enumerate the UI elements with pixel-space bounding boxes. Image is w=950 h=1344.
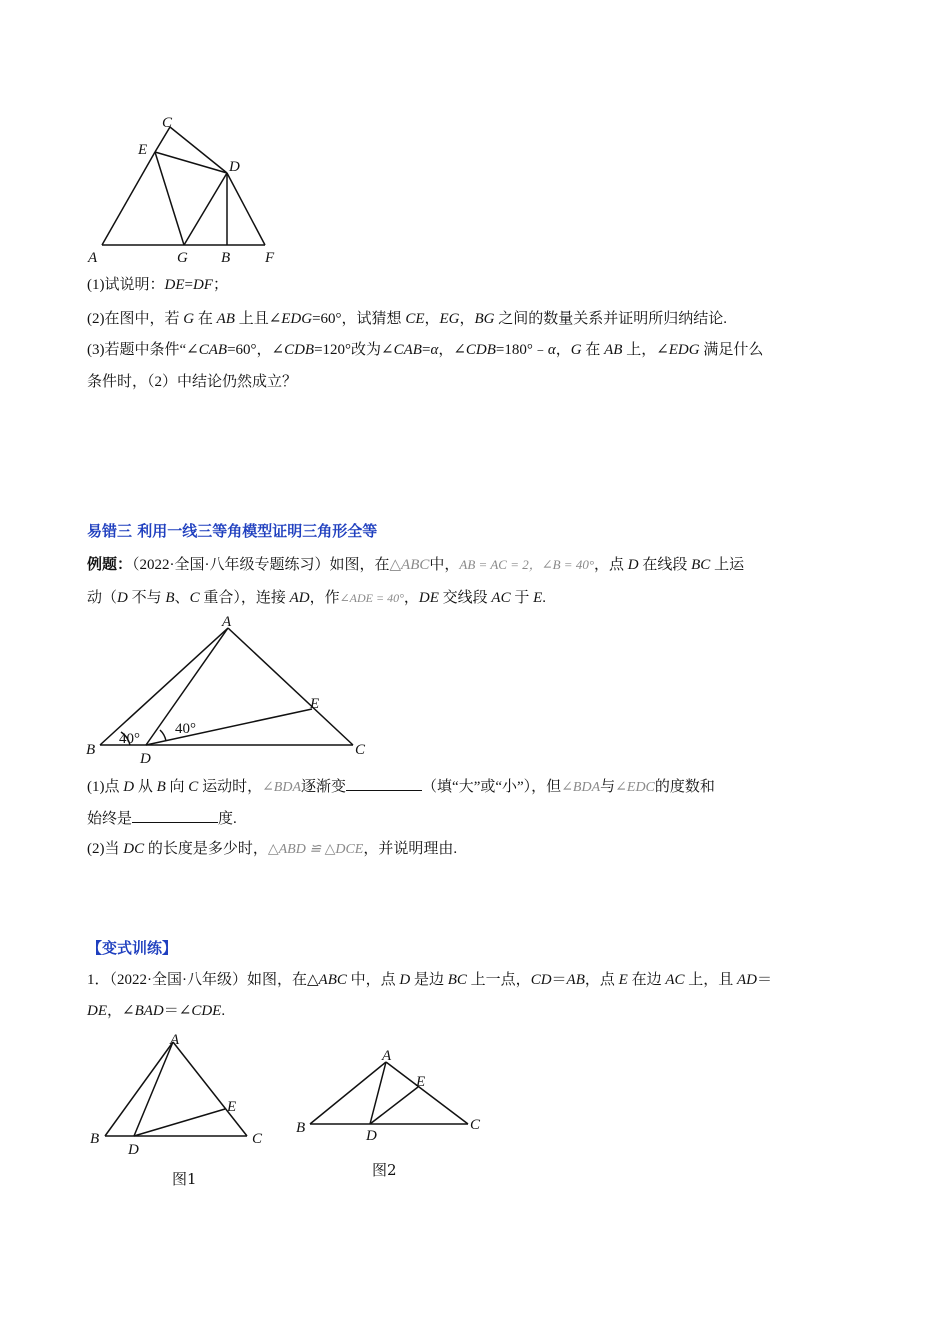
variant-line-2: DE，∠BAD＝∠CDE. <box>87 1003 226 1019</box>
fig2-label-a: A <box>222 614 232 630</box>
question-1-top: (1)试说明：DE=DF； <box>87 277 228 293</box>
vfig2-label-a: A <box>382 1048 392 1064</box>
fig1-label-a: A <box>88 250 98 266</box>
variant-line-1: 1．（2022·全国·八年级）如图，在△ABC 中，点 D 是边 BC 上一点，CD＝AB，点 E 在边 AC 上，且 AD＝ <box>87 972 773 988</box>
figure-equilateral-triangle <box>80 105 300 270</box>
variant-heading: 【变式训练】 <box>87 939 178 957</box>
vfig1-label-a: A <box>170 1032 180 1048</box>
fig1-label-c: C <box>162 115 173 131</box>
example-q2: (2)当 DC 的长度是多少时，△ABD ≌ △DCE，并说明理由. <box>87 841 458 857</box>
question-2-top: (2)在图中，若 G 在 AB 上且∠EDG=60°，试猜想 CE，EG，BG 之间的数量关系并证明所归纳结论. <box>87 311 728 327</box>
example-q1-line-1: (1)点 D 从 B 向 C 运动时，∠BDA逐渐变 （填“大”或“小”），但∠BDA与∠EDC的度数和 <box>87 776 715 798</box>
variant-figure-2-caption: 图2 <box>372 1161 397 1179</box>
fig2-label-e: E <box>310 696 320 712</box>
vfig2-label-d: D <box>366 1128 377 1142</box>
section-heading: 易错三 利用一线三等角模型证明三角形全等 <box>87 522 378 540</box>
vfig1-label-c: C <box>252 1131 263 1147</box>
fig2-label-d: D <box>140 751 151 765</box>
example-q1-line-2: 始终是 度. <box>87 808 237 829</box>
example-line-1: 例题：（2022·全国·八年级专题练习）如图，在△ABC中，AB = AC = 2，∠B = 40°，点 D 在线段 BC 上运 <box>87 557 745 573</box>
answer-blank-1[interactable] <box>346 776 422 791</box>
fig2-angle-d: 40° <box>175 721 196 737</box>
figure-triangle-40deg <box>80 610 380 765</box>
answer-blank-2[interactable] <box>132 808 218 823</box>
example-line-2: 动（D 不与 B、C 重合），连接 AD，作∠ADE = 40°，DE 交线段 AC 于 E. <box>87 590 547 606</box>
vfig2-label-e: E <box>416 1074 426 1090</box>
vfig1-label-b: B <box>90 1131 100 1147</box>
question-3-top: (3)若题中条件“∠CAB=60°，∠CDB=120°改为∠CAB=α，∠CDB=180°﹣α，G 在 AB 上，∠EDG 满足什么 <box>87 342 764 358</box>
variant-figure-2 <box>290 1042 490 1142</box>
fig1-label-f: F <box>265 250 275 266</box>
fig2-angle-b: 40° <box>119 731 140 747</box>
vfig2-label-b: B <box>296 1120 306 1136</box>
vfig1-label-e: E <box>227 1099 237 1115</box>
vfig1-label-d: D <box>128 1142 139 1158</box>
variant-figure-1 <box>85 1030 275 1160</box>
question-3-top-cont: 条件时，（2）中结论仍然成立？ <box>87 374 298 390</box>
fig1-label-d: D <box>229 159 240 175</box>
fig1-label-b: B <box>221 250 231 266</box>
fig2-label-b: B <box>86 742 96 758</box>
fig2-label-c: C <box>355 742 366 758</box>
vfig2-label-c: C <box>470 1117 481 1133</box>
fig1-label-g: G <box>177 250 188 266</box>
variant-figure-1-caption: 图1 <box>172 1170 197 1188</box>
fig1-label-e: E <box>138 142 148 158</box>
